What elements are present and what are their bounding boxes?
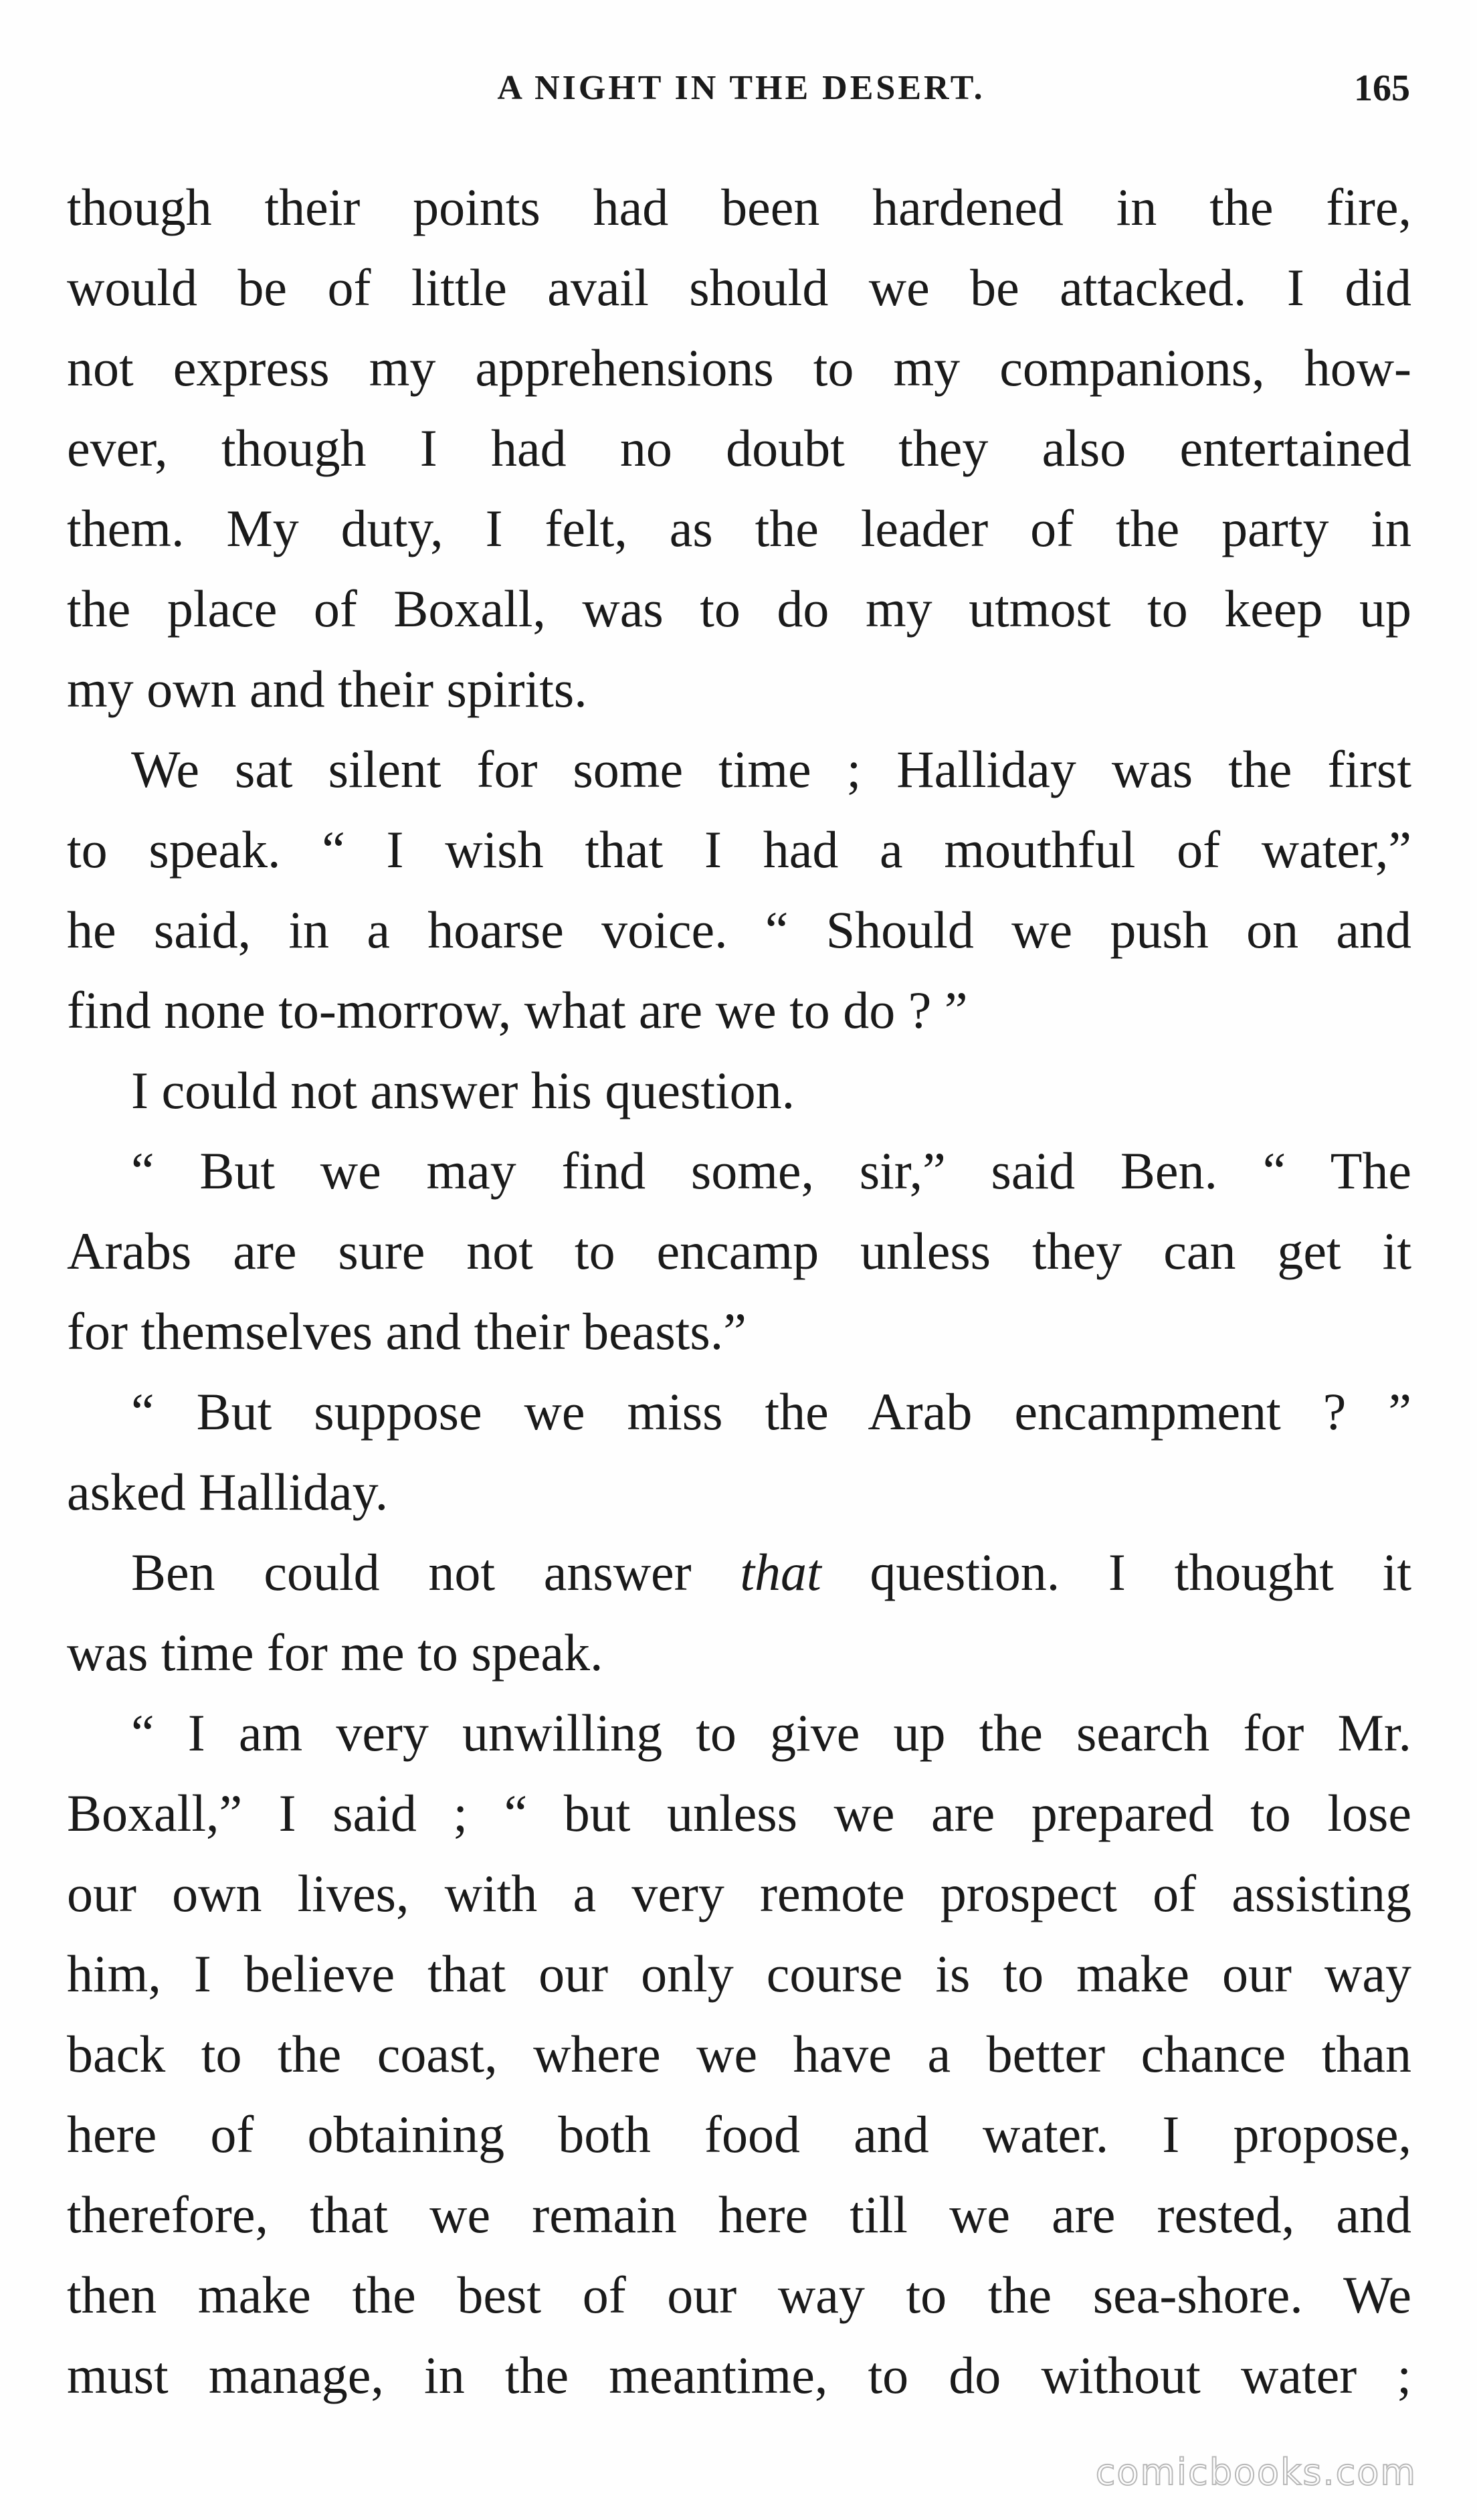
page-number: 165 xyxy=(1354,68,1410,109)
text-line: would be of little avail should we be attacked. I did xyxy=(67,258,1411,317)
text-line: my own and their spirits. xyxy=(67,660,587,718)
text-line: though their points had been hardened in the fire, xyxy=(67,178,1411,236)
text-line xyxy=(67,1532,1411,1613)
page-header xyxy=(72,62,1410,115)
text-line: back to the coast, where we have a better chance than xyxy=(67,2025,1411,2083)
text-line: “ But we may find some, sir,” said Ben. “ The xyxy=(131,1142,1411,1200)
running-head: A NIGHT IN THE DESERT. xyxy=(497,69,985,107)
text-line: for themselves and their beasts.” xyxy=(67,1302,747,1360)
text-line: the place of Boxall, was to do my utmost to keep up xyxy=(67,579,1411,638)
text-line: them. My duty, I felt, as the leader of the party in xyxy=(67,499,1411,557)
text-line: our own lives, with a very remote prospect of assisting xyxy=(67,1864,1411,1922)
text-line: Boxall,” I said ; “ but unless we are prepared to lose xyxy=(67,1784,1411,1842)
text-line: therefore, that we remain here till we are rested, and xyxy=(67,2185,1411,2244)
line-text-after: question. I thought it xyxy=(821,1543,1411,1601)
text-line: We sat silent for some time ; Halliday was the first xyxy=(131,740,1411,798)
italic-emphasis: that xyxy=(740,1543,821,1601)
text-line: asked Halliday. xyxy=(67,1463,389,1521)
watermark: comicbooks.com xyxy=(1095,2451,1417,2493)
text-line: I could not answer his question. xyxy=(131,1061,795,1119)
text-line: ever, though I had no doubt they also entertained xyxy=(67,419,1411,477)
text-line: then make the best of our way to the sea-shore. We xyxy=(67,2266,1411,2324)
text-line: Arabs are sure not to encamp unless they can get it xyxy=(67,1222,1411,1280)
text-line: here of obtaining both food and water. I propose, xyxy=(67,2105,1411,2163)
line-text-before: Ben could not answer xyxy=(131,1543,741,1601)
body-text xyxy=(67,167,1411,2416)
text-line: must manage, in the meantime, to do without water ; xyxy=(67,2346,1411,2404)
text-line: to speak. “ I wish that I had a mouthful of water,” xyxy=(67,820,1411,879)
text-line: was time for me to speak. xyxy=(67,1623,603,1682)
text-line: him, I believe that our only course is to make our way xyxy=(67,1945,1411,2003)
text-line: not express my apprehensions to my companions, how- xyxy=(67,339,1411,397)
text-line: “ But suppose we miss the Arab encampment ? ” xyxy=(131,1382,1411,1441)
text-line: “ I am very unwilling to give up the search for Mr. xyxy=(131,1704,1411,1762)
text-line: he said, in a hoarse voice. “ Should we push on and xyxy=(67,901,1411,959)
text-line: find none to-morrow, what are we to do ? ” xyxy=(67,981,968,1039)
